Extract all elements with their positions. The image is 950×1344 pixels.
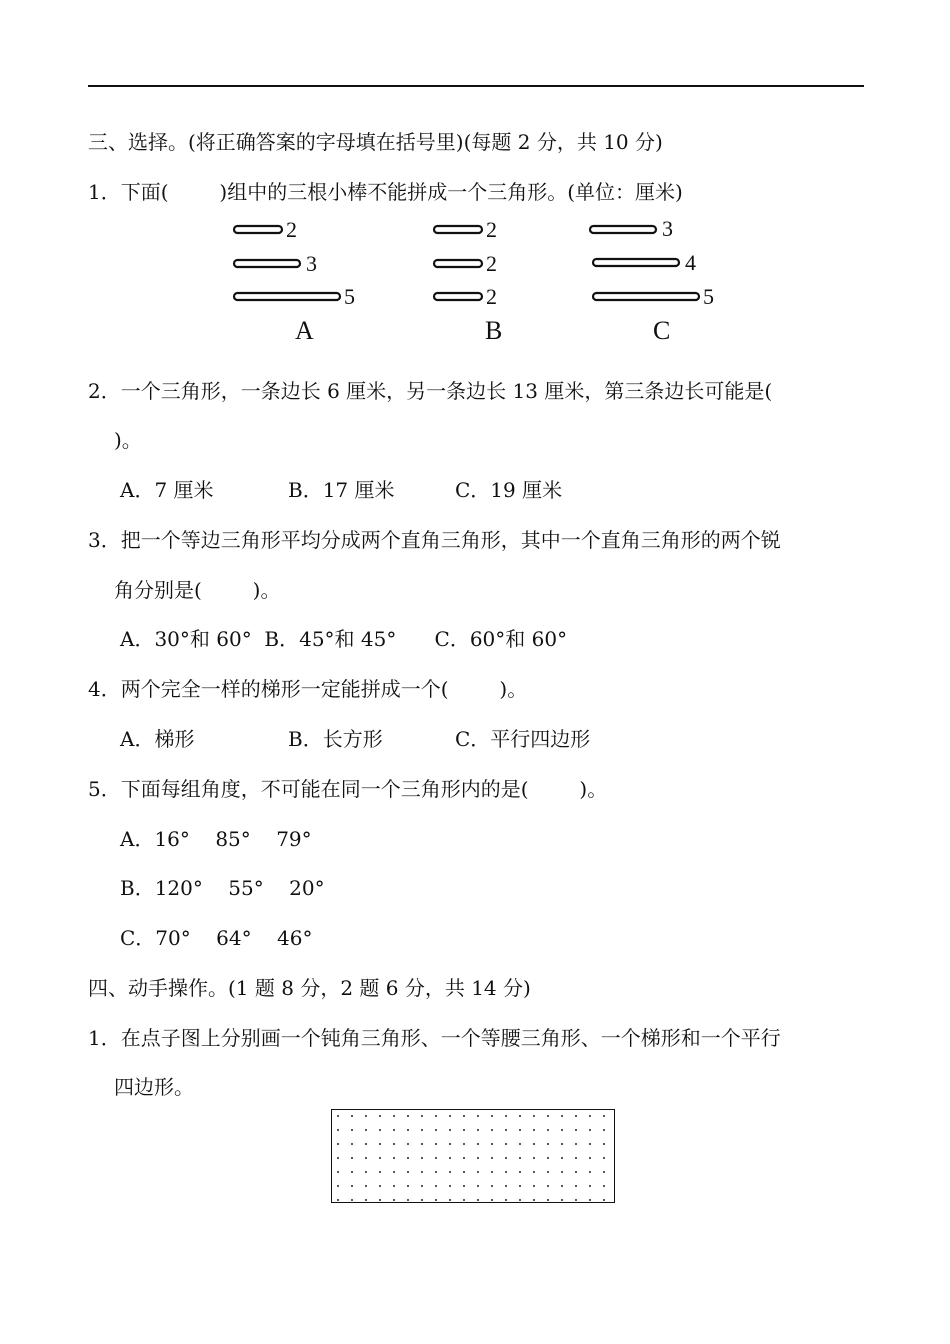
group-c-label: C xyxy=(653,316,671,345)
q2-line2: )。 xyxy=(114,428,142,452)
grid-dot xyxy=(449,1157,451,1159)
grid-dot xyxy=(477,1115,479,1117)
grid-dot xyxy=(337,1129,339,1131)
group-a-label: A xyxy=(295,316,314,345)
stick-c1-length: 3 xyxy=(662,216,673,241)
grid-dot xyxy=(589,1143,591,1145)
grid-dot xyxy=(393,1157,395,1159)
q5-option-c: C．70° 64° 46° xyxy=(120,926,313,950)
grid-dot xyxy=(435,1185,437,1187)
q2-line1: 2．一个三角形，一条边长 6 厘米，另一条边长 13 厘米，第三条边长可能是( xyxy=(88,379,773,403)
grid-dot xyxy=(449,1129,451,1131)
grid-dot xyxy=(379,1129,381,1131)
grid-dot xyxy=(337,1185,339,1187)
grid-dot xyxy=(365,1157,367,1159)
stick-a1 xyxy=(234,226,282,233)
grid-dot xyxy=(393,1129,395,1131)
stick-b2 xyxy=(434,260,482,267)
s4-q1-line2: 四边形。 xyxy=(114,1075,194,1099)
grid-dot xyxy=(533,1115,535,1117)
group-b-label: B xyxy=(485,316,503,345)
grid-dot xyxy=(575,1199,577,1201)
grid-dot xyxy=(547,1185,549,1187)
q1-text: 1．下面( )组中的三根小棒不能拼成一个三角形。(单位：厘米) xyxy=(88,180,683,204)
grid-dot xyxy=(407,1185,409,1187)
grid-dot xyxy=(519,1171,521,1173)
grid-dot xyxy=(337,1199,339,1201)
q4-option-b: B．长方形 xyxy=(288,727,383,751)
grid-dot xyxy=(547,1129,549,1131)
grid-dot xyxy=(421,1157,423,1159)
grid-dot xyxy=(575,1157,577,1159)
grid-dot xyxy=(365,1129,367,1131)
grid-dot xyxy=(365,1185,367,1187)
grid-dot xyxy=(421,1171,423,1173)
grid-dot xyxy=(575,1115,577,1117)
stick-a2-length: 3 xyxy=(306,251,317,276)
stick-a2 xyxy=(234,260,300,267)
grid-dot xyxy=(561,1157,563,1159)
q3-line2: 角分别是( )。 xyxy=(114,578,281,602)
section3-heading: 三、选择。(将正确答案的字母填在括号里)(每题 2 分，共 10 分) xyxy=(88,130,663,154)
grid-dot xyxy=(561,1185,563,1187)
grid-dot xyxy=(589,1171,591,1173)
stick-group-c xyxy=(590,216,714,345)
grid-dot xyxy=(407,1115,409,1117)
grid-dot xyxy=(393,1199,395,1201)
grid-dot xyxy=(407,1199,409,1201)
stick-b3 xyxy=(434,293,482,300)
q3-options: A．30°和 60° B．45°和 45° C．60°和 60° xyxy=(120,627,568,651)
grid-dot xyxy=(351,1157,353,1159)
grid-dot xyxy=(603,1185,605,1187)
stick-c3-length: 5 xyxy=(703,284,714,309)
grid-dot xyxy=(519,1115,521,1117)
s4-q1-line1: 1．在点子图上分别画一个钝角三角形、一个等腰三角形、一个梯形和一个平行 xyxy=(88,1026,781,1050)
grid-dot xyxy=(435,1129,437,1131)
grid-dot xyxy=(435,1171,437,1173)
grid-dot xyxy=(407,1171,409,1173)
grid-dot xyxy=(547,1143,549,1145)
grid-dot xyxy=(519,1129,521,1131)
stick-b1 xyxy=(434,226,482,233)
grid-dot xyxy=(603,1171,605,1173)
stick-group-a xyxy=(234,217,355,345)
grid-dot xyxy=(603,1129,605,1131)
grid-dot xyxy=(561,1115,563,1117)
grid-dot xyxy=(351,1143,353,1145)
grid-dot xyxy=(421,1129,423,1131)
grid-dot xyxy=(379,1115,381,1117)
grid-dot xyxy=(379,1157,381,1159)
grid-dot xyxy=(505,1115,507,1117)
grid-dot xyxy=(505,1185,507,1187)
grid-dot xyxy=(337,1115,339,1117)
q5-text: 5．下面每组角度，不可能在同一个三角形内的是( )。 xyxy=(88,777,608,801)
grid-dot xyxy=(379,1143,381,1145)
stick-b3-length: 2 xyxy=(486,284,497,309)
grid-dot xyxy=(519,1157,521,1159)
grid-dot xyxy=(351,1171,353,1173)
stick-a1-length: 2 xyxy=(286,217,297,242)
grid-dot xyxy=(393,1115,395,1117)
grid-dot xyxy=(463,1199,465,1201)
grid-dot xyxy=(603,1143,605,1145)
grid-dot xyxy=(491,1185,493,1187)
grid-dot xyxy=(589,1185,591,1187)
grid-dot xyxy=(463,1157,465,1159)
stick-c1 xyxy=(590,226,656,233)
stick-a3 xyxy=(234,293,340,300)
grid-dot xyxy=(491,1129,493,1131)
stick-group-b xyxy=(434,217,502,345)
grid-dot xyxy=(435,1143,437,1145)
grid-dot xyxy=(533,1143,535,1145)
q3-line1: 3．把一个等边三角形平均分成两个直角三角形，其中一个直角三角形的两个锐 xyxy=(88,528,781,552)
grid-dot xyxy=(603,1115,605,1117)
grid-dot xyxy=(449,1185,451,1187)
grid-dot xyxy=(561,1199,563,1201)
grid-dot xyxy=(533,1171,535,1173)
grid-dot xyxy=(575,1185,577,1187)
grid-dot xyxy=(547,1115,549,1117)
grid-dot xyxy=(589,1129,591,1131)
grid-dot xyxy=(505,1129,507,1131)
stick-c2-length: 4 xyxy=(685,250,696,275)
grid-dot xyxy=(533,1129,535,1131)
grid-dot xyxy=(463,1115,465,1117)
q4-option-a: A．梯形 xyxy=(120,727,195,751)
grid-dot xyxy=(421,1115,423,1117)
stick-c3 xyxy=(593,293,699,300)
grid-dot xyxy=(379,1185,381,1187)
dot-grid-dots xyxy=(332,1110,614,1202)
grid-dot xyxy=(477,1143,479,1145)
grid-dot xyxy=(365,1199,367,1201)
stick-b1-length: 2 xyxy=(486,217,497,242)
grid-dot xyxy=(379,1171,381,1173)
stick-a3-length: 5 xyxy=(344,284,355,309)
grid-dot xyxy=(337,1143,339,1145)
grid-dot xyxy=(435,1199,437,1201)
grid-dot xyxy=(365,1115,367,1117)
grid-dot xyxy=(421,1199,423,1201)
grid-dot xyxy=(351,1185,353,1187)
grid-dot xyxy=(351,1199,353,1201)
grid-dot xyxy=(477,1157,479,1159)
grid-dot xyxy=(379,1199,381,1201)
grid-dot xyxy=(575,1171,577,1173)
grid-dot xyxy=(505,1199,507,1201)
stick-figure xyxy=(0,0,950,360)
grid-dot xyxy=(351,1115,353,1117)
grid-dot xyxy=(491,1157,493,1159)
stick-b2-length: 2 xyxy=(486,251,497,276)
grid-dot xyxy=(463,1171,465,1173)
grid-dot xyxy=(337,1171,339,1173)
grid-dot xyxy=(393,1185,395,1187)
grid-dot xyxy=(449,1115,451,1117)
grid-dot xyxy=(449,1199,451,1201)
grid-dot xyxy=(477,1129,479,1131)
q5-option-b: B．120° 55° 20° xyxy=(120,876,325,900)
dot-grid[interactable] xyxy=(331,1109,615,1203)
q2-option-c: C．19 厘米 xyxy=(455,478,563,502)
grid-dot xyxy=(449,1171,451,1173)
grid-dot xyxy=(407,1129,409,1131)
grid-dot xyxy=(519,1143,521,1145)
grid-dot xyxy=(519,1185,521,1187)
grid-dot xyxy=(491,1143,493,1145)
grid-dot xyxy=(603,1157,605,1159)
section4-heading: 四、动手操作。(1 题 8 分，2 题 6 分，共 14 分) xyxy=(88,976,531,1000)
grid-dot xyxy=(421,1185,423,1187)
grid-dot xyxy=(505,1143,507,1145)
grid-dot xyxy=(547,1157,549,1159)
grid-dot xyxy=(575,1143,577,1145)
grid-dot xyxy=(491,1115,493,1117)
grid-dot xyxy=(477,1199,479,1201)
grid-dot xyxy=(589,1157,591,1159)
q2-option-b: B．17 厘米 xyxy=(288,478,395,502)
grid-dot xyxy=(533,1199,535,1201)
grid-dot xyxy=(491,1171,493,1173)
grid-dot xyxy=(561,1129,563,1131)
grid-dot xyxy=(533,1157,535,1159)
grid-dot xyxy=(561,1143,563,1145)
grid-dot xyxy=(421,1143,423,1145)
grid-dot xyxy=(477,1185,479,1187)
grid-dot xyxy=(435,1115,437,1117)
grid-dot xyxy=(505,1171,507,1173)
grid-dot xyxy=(435,1157,437,1159)
grid-dot xyxy=(449,1143,451,1145)
grid-dot xyxy=(589,1115,591,1117)
grid-dot xyxy=(463,1129,465,1131)
q4-option-c: C．平行四边形 xyxy=(455,727,591,751)
grid-dot xyxy=(407,1143,409,1145)
grid-dot xyxy=(491,1199,493,1201)
grid-dot xyxy=(351,1129,353,1131)
grid-dot xyxy=(533,1185,535,1187)
q4-text: 4．两个完全一样的梯形一定能拼成一个( )。 xyxy=(88,677,528,701)
q2-option-a: A．7 厘米 xyxy=(120,478,214,502)
grid-dot xyxy=(547,1199,549,1201)
grid-dot xyxy=(463,1143,465,1145)
grid-dot xyxy=(393,1143,395,1145)
grid-dot xyxy=(505,1157,507,1159)
grid-dot xyxy=(477,1171,479,1173)
grid-dot xyxy=(561,1171,563,1173)
grid-dot xyxy=(393,1171,395,1173)
grid-dot xyxy=(519,1199,521,1201)
grid-dot xyxy=(603,1199,605,1201)
grid-dot xyxy=(337,1157,339,1159)
grid-dot xyxy=(575,1129,577,1131)
grid-dot xyxy=(463,1185,465,1187)
grid-dot xyxy=(365,1143,367,1145)
q5-option-a: A．16° 85° 79° xyxy=(120,827,312,851)
grid-dot xyxy=(547,1171,549,1173)
grid-dot xyxy=(589,1199,591,1201)
grid-dot xyxy=(407,1157,409,1159)
stick-c2 xyxy=(593,259,679,266)
grid-dot xyxy=(365,1171,367,1173)
